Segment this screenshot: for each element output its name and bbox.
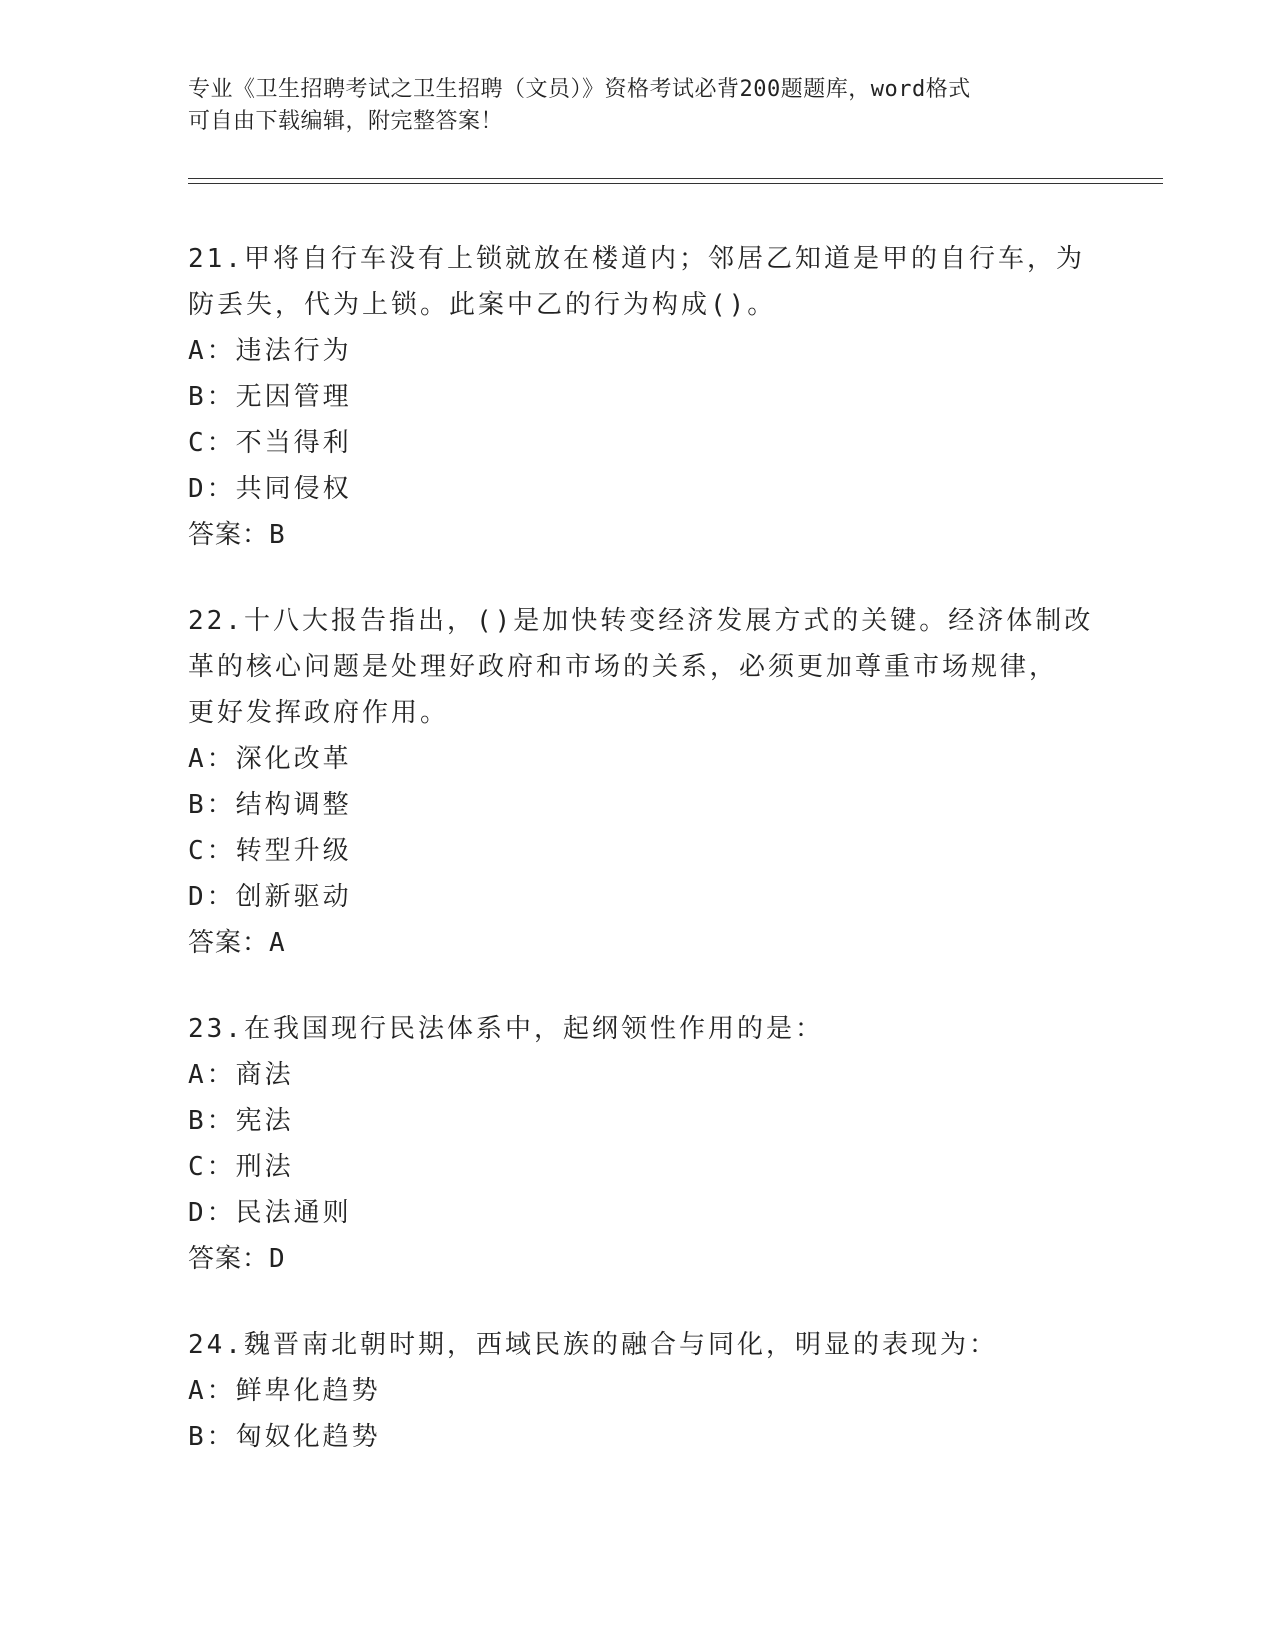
header-divider bbox=[188, 178, 1163, 179]
option-c: C：刑法 bbox=[188, 1152, 294, 1182]
option-c: C：不当得利 bbox=[188, 428, 352, 458]
question-item bbox=[188, 598, 1094, 966]
option-b: B：无因管理 bbox=[188, 382, 352, 412]
question-item bbox=[188, 1322, 1088, 1460]
option-c: C：转型升级 bbox=[188, 836, 352, 866]
option-b: B：匈奴化趋势 bbox=[188, 1422, 381, 1452]
answer-value: B bbox=[269, 520, 286, 550]
question-stem bbox=[188, 598, 1094, 736]
answer-value: D bbox=[269, 1244, 286, 1274]
answer-line bbox=[188, 1236, 1088, 1282]
option-d: D：共同侵权 bbox=[188, 474, 352, 504]
option-b: B：宪法 bbox=[188, 1106, 294, 1136]
question-stem-line: 更好发挥政府作用。 bbox=[188, 698, 450, 728]
answer-line bbox=[188, 512, 1088, 558]
question-stem-line: 革的核心问题是处理好政府和市场的关系，必须更加尊重市场规律， bbox=[188, 652, 1059, 682]
answer-label: 答案： bbox=[188, 928, 270, 958]
question-stem-line: 防丢失，代为上锁。此案中乙的行为构成()。 bbox=[188, 290, 777, 320]
header-line: 可自由下载编辑，附完整答案！ bbox=[188, 109, 504, 134]
question-stem-line: 22.十八大报告指出，()是加快转变经济发展方式的关键。经济体制改 bbox=[188, 606, 1094, 636]
question-stem-line: 24.魏晋南北朝时期，西域民族的融合与同化，明显的表现为： bbox=[188, 1330, 998, 1360]
option-d: D：创新驱动 bbox=[188, 882, 352, 912]
answer-label: 答案： bbox=[188, 1244, 270, 1274]
question-item bbox=[188, 1006, 1088, 1282]
question-stem bbox=[188, 236, 1088, 328]
option-a: A：鲜卑化趋势 bbox=[188, 1376, 381, 1406]
question-stem bbox=[188, 1006, 1088, 1052]
question-item bbox=[188, 236, 1088, 558]
answer-label: 答案： bbox=[188, 520, 270, 550]
header-divider bbox=[188, 183, 1163, 184]
document-header bbox=[188, 74, 1068, 138]
question-stem bbox=[188, 1322, 1088, 1368]
question-list bbox=[188, 236, 1094, 1500]
option-b: B：结构调整 bbox=[188, 790, 352, 820]
option-a: A：违法行为 bbox=[188, 336, 352, 366]
question-stem-line: 21.甲将自行车没有上锁就放在楼道内；邻居乙知道是甲的自行车，为 bbox=[188, 244, 1085, 274]
option-a: A：商法 bbox=[188, 1060, 294, 1090]
answer-line bbox=[188, 920, 1088, 966]
option-d: D：民法通则 bbox=[188, 1198, 352, 1228]
header-line: 专业《卫生招聘考试之卫生招聘（文员）》资格考试必背200题题库，word格式 bbox=[188, 77, 971, 102]
option-a: A：深化改革 bbox=[188, 744, 352, 774]
question-stem-line: 23.在我国现行民法体系中，起纲领性作用的是： bbox=[188, 1014, 824, 1044]
answer-value: A bbox=[269, 928, 286, 958]
